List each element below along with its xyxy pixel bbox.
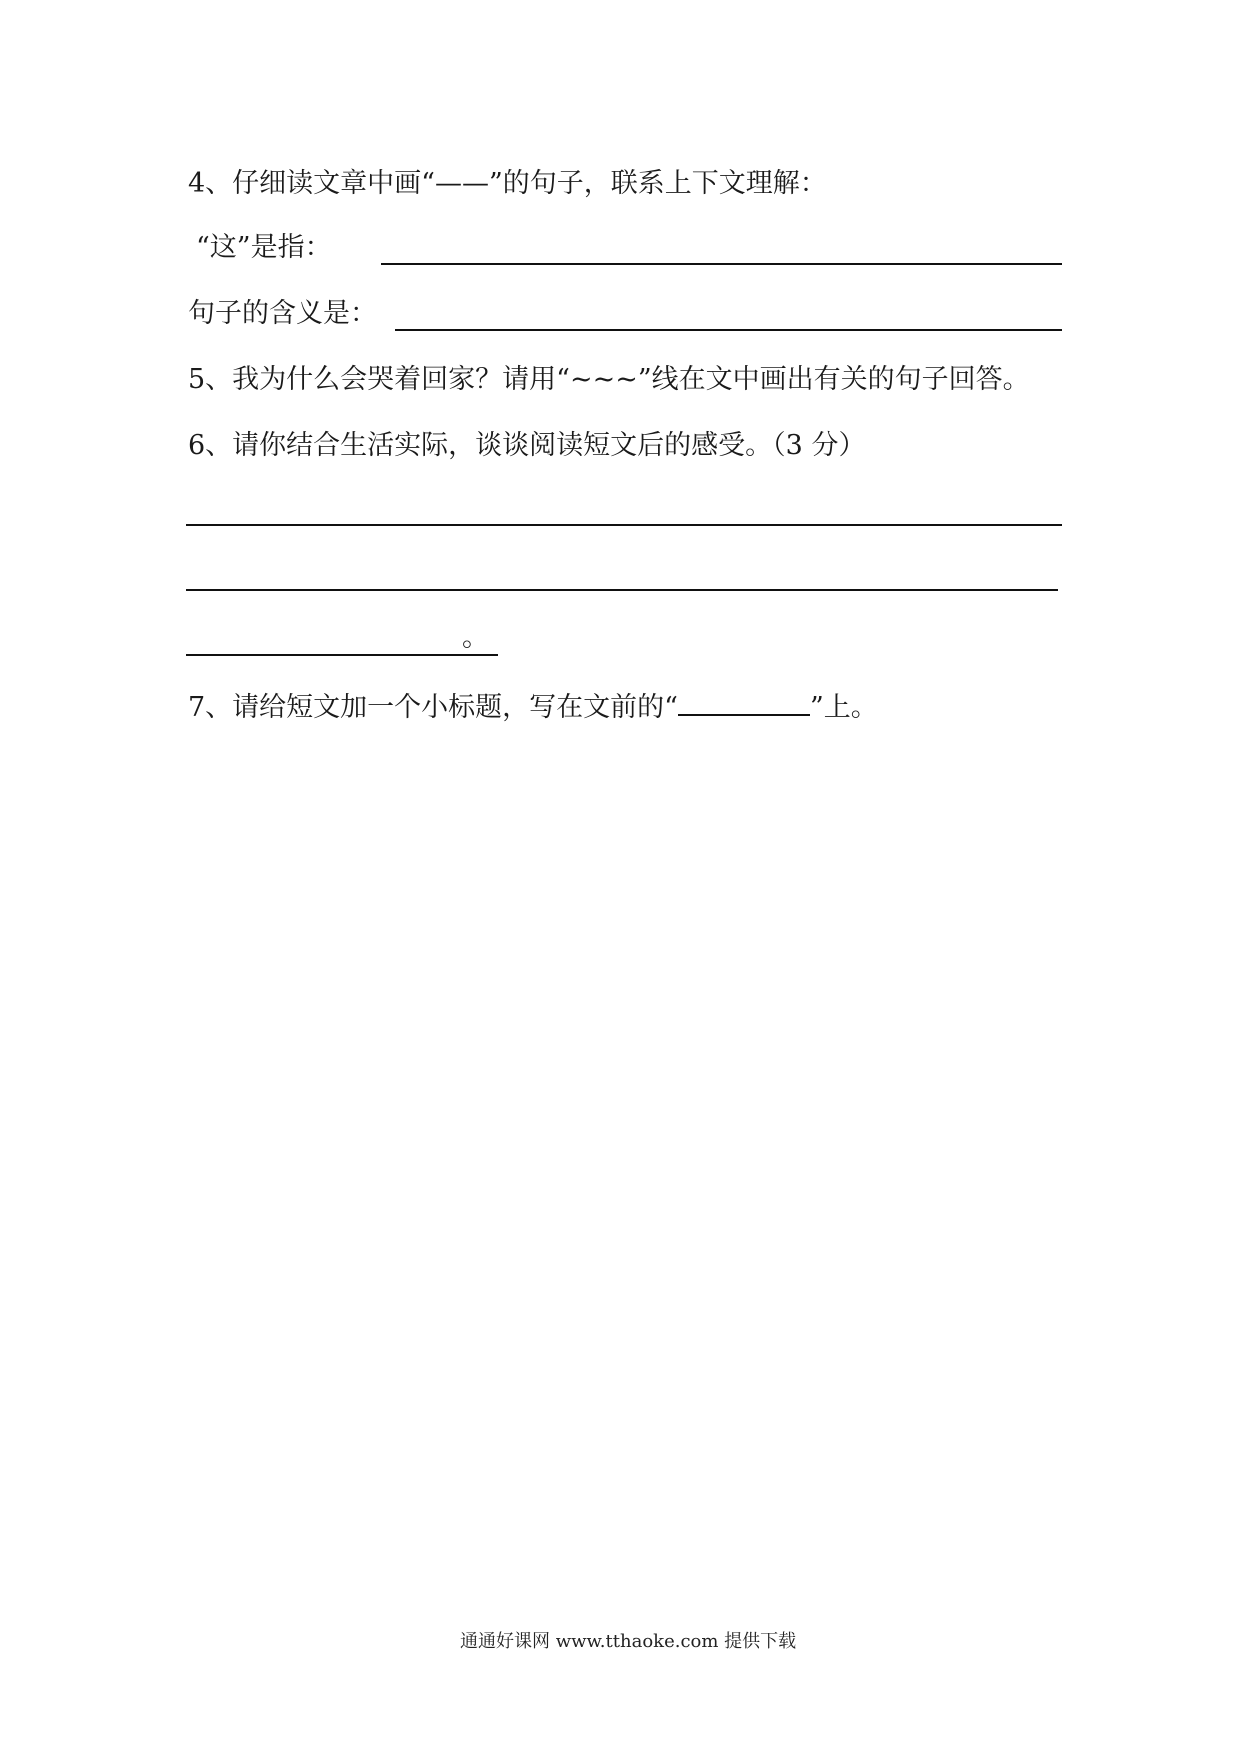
question-4-this-refers-label: “这”是指： [196, 232, 332, 263]
question-6-end-mark: 。 [462, 622, 489, 653]
question-6-answer-line-2[interactable] [186, 589, 1058, 591]
question-7-prompt [188, 690, 878, 726]
question-6-answer-line-3[interactable] [186, 654, 498, 656]
question-7-prompt-after: ”上。 [809, 692, 878, 723]
question-4-this-refers-answer-line[interactable] [381, 263, 1062, 265]
question-6-answer-line-1[interactable] [186, 524, 1062, 526]
question-7-prompt-before: 7、请给短文加一个小标题，写在文前的“ [188, 692, 678, 723]
question-7-title-blank[interactable] [678, 690, 810, 716]
question-4-prompt: 4、仔细读文章中画“——”的句子，联系上下文理解： [188, 168, 827, 199]
question-6-prompt: 6、请你结合生活实际，谈谈阅读短文后的感受。（3 分） [188, 430, 866, 461]
footer-text: 通通好课网 www.tthaoke.com 提供下载 [460, 1631, 797, 1652]
question-4-meaning-label: 句子的含义是： [188, 298, 377, 329]
question-5-prompt: 5、我为什么会哭着回家？请用“~~~”线在文中画出有关的句子回答。 [188, 364, 1030, 395]
question-4-meaning-answer-line[interactable] [395, 329, 1062, 331]
